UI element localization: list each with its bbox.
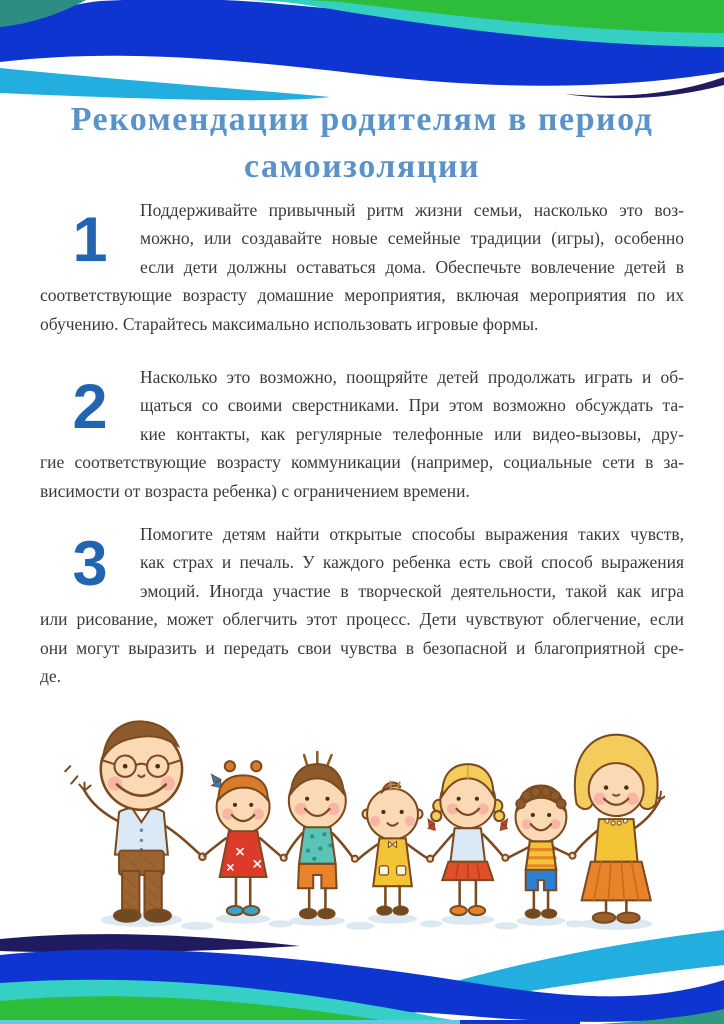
text-line: Помогите детям найти открытые способы выражения таких чувств, <box>140 524 684 545</box>
text-line: Насколько это возможно, поощряйте детей продолжать играть и об- <box>140 367 684 388</box>
text-line: обучению. Старайтесь максимально использовать игровые формы. <box>40 313 539 334</box>
page-title <box>30 0 694 190</box>
bottom-wave-decoration <box>0 924 724 1024</box>
text-line: можно, или создавайте новые семейные традиции (игры), особенно <box>140 228 684 249</box>
item-number-3: 3 <box>72 529 108 600</box>
figure-toddler-yellow-romper <box>359 781 433 914</box>
text-line: де. <box>40 666 62 687</box>
family-illustration <box>55 698 665 930</box>
text-line: как страх и печаль. У каждого ребенка есть свой способ выражения <box>140 552 684 573</box>
figure-girl-blonde-pigtails <box>428 764 508 915</box>
text-line: или рисование, может облегчить этот процесс. Дети чувствуют облегчение, если <box>40 609 684 630</box>
page-title-line1: Рекомендации родителям в период <box>70 101 654 138</box>
page-title-line2: самоизоляции <box>243 148 481 185</box>
figure-father <box>65 721 206 921</box>
figure-boy-teal-top <box>286 752 358 918</box>
figure-girl-red-dress <box>204 761 286 915</box>
text-line: они могут выразить и передать свои чувства в безопасной и благоприятной сре- <box>40 637 684 658</box>
recommendations-list <box>40 196 684 691</box>
item-number-1: 1 <box>72 205 108 275</box>
text-line: Поддерживайте привычный ритм жизни семьи, насколько это воз- <box>140 200 684 220</box>
recommendation-item-3 <box>40 520 684 690</box>
text-line: соответствующие возрасту домашние мероприятия, включая мероприятия по их <box>40 285 684 306</box>
text-line: гие соответствующие возрасту коммуникации (например, социальные сети в за- <box>40 452 684 473</box>
text-line: кие контакты, как регулярные телефонные или видео-вызовы, дру- <box>140 423 684 444</box>
recommendation-item-1 <box>40 196 684 338</box>
text-line: висимости от возраста ребенка) с ограничением времени. <box>40 480 470 501</box>
text-line: эмоций. Иногда участие в творческой деятельности, такой как игра <box>140 580 684 601</box>
item-number-2: 2 <box>72 372 108 443</box>
figure-boy-striped-shirt <box>508 786 575 918</box>
text-line: если дети должны оставаться дома. Обеспечьте вовлечение детей в <box>140 256 684 277</box>
text-line: щаться со своими сверстниками. При этом возможно обсуждать та- <box>140 395 684 416</box>
figure-mother <box>575 735 665 923</box>
recommendation-item-2 <box>40 363 684 505</box>
